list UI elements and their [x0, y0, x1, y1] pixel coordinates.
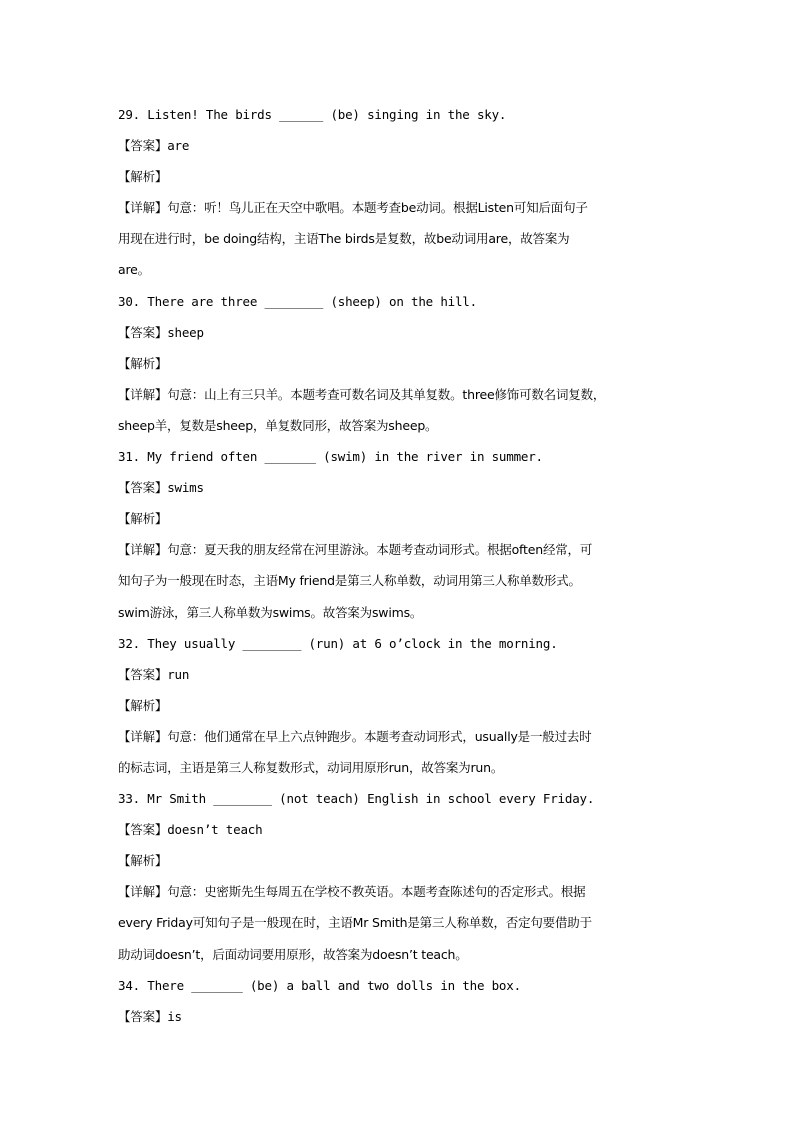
answer-label: 【答案】 — [118, 822, 168, 838]
detail-text: 句意：听！鸟儿正在天空中歌唱。本题考查be动词。根据Listen可知后面句子 — [167, 200, 588, 216]
question-sentence: 32. They usually ________ (run) at 6 o’clock in the morning. — [118, 635, 558, 651]
analysis-heading — [118, 503, 678, 534]
question-text — [118, 783, 678, 814]
detail-text: swim游泳，第三人称单数为swims。故答案为swims。 — [118, 604, 423, 620]
document-page — [118, 99, 678, 1032]
answer-value: doesn’t teach — [167, 822, 263, 838]
question-sentence: 29. Listen! The birds ______ (be) singing in the sky. — [118, 107, 507, 122]
analysis-label: 【解析】 — [118, 511, 168, 527]
detail-label: 【详解】 — [118, 728, 168, 744]
detail-text: 的标志词，主语是第三人称复数形式，动词用原形run，故答案为run。 — [118, 759, 504, 775]
answer-label: 【答案】 — [118, 324, 168, 340]
answer-line — [118, 659, 678, 690]
detail-line — [118, 379, 678, 410]
answer-label: 【答案】 — [118, 666, 168, 682]
answer-label: 【答案】 — [118, 1008, 168, 1024]
analysis-label: 【解析】 — [118, 169, 168, 185]
detail-text: 句意：夏天我的朋友经常在河里游泳。本题考查动词形式。根据often经常，可 — [167, 542, 593, 558]
detail-text: 句意：山上有三只羊。本题考查可数名词及其单复数。three修饰可数名词复数， — [167, 386, 606, 402]
detail-label: 【详解】 — [118, 386, 168, 402]
detail-line — [118, 752, 678, 783]
analysis-heading — [118, 690, 678, 721]
question-text — [118, 628, 678, 659]
answer-value: swims — [167, 480, 204, 496]
detail-line — [118, 192, 678, 223]
detail-text: are。 — [118, 262, 150, 278]
answer-line — [118, 472, 678, 503]
answer-line — [118, 130, 678, 161]
answer-line — [118, 317, 678, 348]
answer-value: run — [167, 666, 190, 682]
detail-label: 【详解】 — [118, 542, 168, 558]
question-text — [118, 441, 678, 472]
detail-text: 句意：史密斯先生每周五在学校不教英语。本题考查陈述句的否定形式。根据 — [167, 884, 586, 900]
answer-value: are — [167, 138, 190, 154]
detail-line — [118, 565, 678, 596]
analysis-heading — [118, 161, 678, 192]
analysis-label: 【解析】 — [118, 853, 168, 869]
answer-label: 【答案】 — [118, 480, 168, 496]
answer-line — [118, 1001, 678, 1032]
detail-text: 句意：他们通常在早上六点钟跑步。本题考查动词形式，usually是一般过去时 — [167, 728, 592, 744]
detail-line — [118, 410, 678, 441]
detail-text: 用现在进行时，be doing结构，主语The birds是复数，故be动词用are，故答案为 — [118, 231, 570, 247]
detail-line — [118, 907, 678, 938]
analysis-label: 【解析】 — [118, 355, 168, 371]
detail-text: 助动词doesn’t，后面动词要用原形，故答案为doesn’t teach。 — [118, 946, 468, 962]
answer-value: sheep — [167, 324, 204, 340]
detail-line — [118, 223, 678, 254]
question-text — [118, 970, 678, 1001]
analysis-heading — [118, 845, 678, 876]
detail-line — [118, 939, 678, 970]
question-sentence: 31. My friend often _______ (swim) in the river in summer. — [118, 449, 543, 465]
detail-label: 【详解】 — [118, 200, 168, 216]
detail-label: 【详解】 — [118, 884, 168, 900]
question-text — [118, 286, 678, 317]
detail-line — [118, 876, 678, 907]
analysis-heading — [118, 348, 678, 379]
question-sentence: 33. Mr Smith ________ (not teach) English in school every Friday. — [118, 791, 595, 807]
detail-line — [118, 534, 678, 565]
question-sentence: 34. There _______ (be) a ball and two dolls in the box. — [118, 977, 521, 993]
question-text — [118, 99, 678, 130]
detail-line — [118, 254, 678, 285]
answer-label: 【答案】 — [118, 138, 168, 154]
answer-line — [118, 814, 678, 845]
detail-text: every Friday可知句子是一般现在时，主语Mr Smith是第三人称单数，否定句要借助于 — [118, 915, 592, 931]
detail-line — [118, 721, 678, 752]
analysis-label: 【解析】 — [118, 697, 168, 713]
detail-text: 知句子为一般现在时态，主语My friend是第三人称单数，动词用第三人称单数形式。 — [118, 573, 581, 589]
detail-text: sheep羊，复数是sheep，单复数同形，故答案为sheep。 — [118, 417, 438, 433]
detail-line — [118, 597, 678, 628]
question-sentence: 30. There are three ________ (sheep) on the hill. — [118, 293, 477, 309]
answer-value: is — [167, 1008, 182, 1024]
